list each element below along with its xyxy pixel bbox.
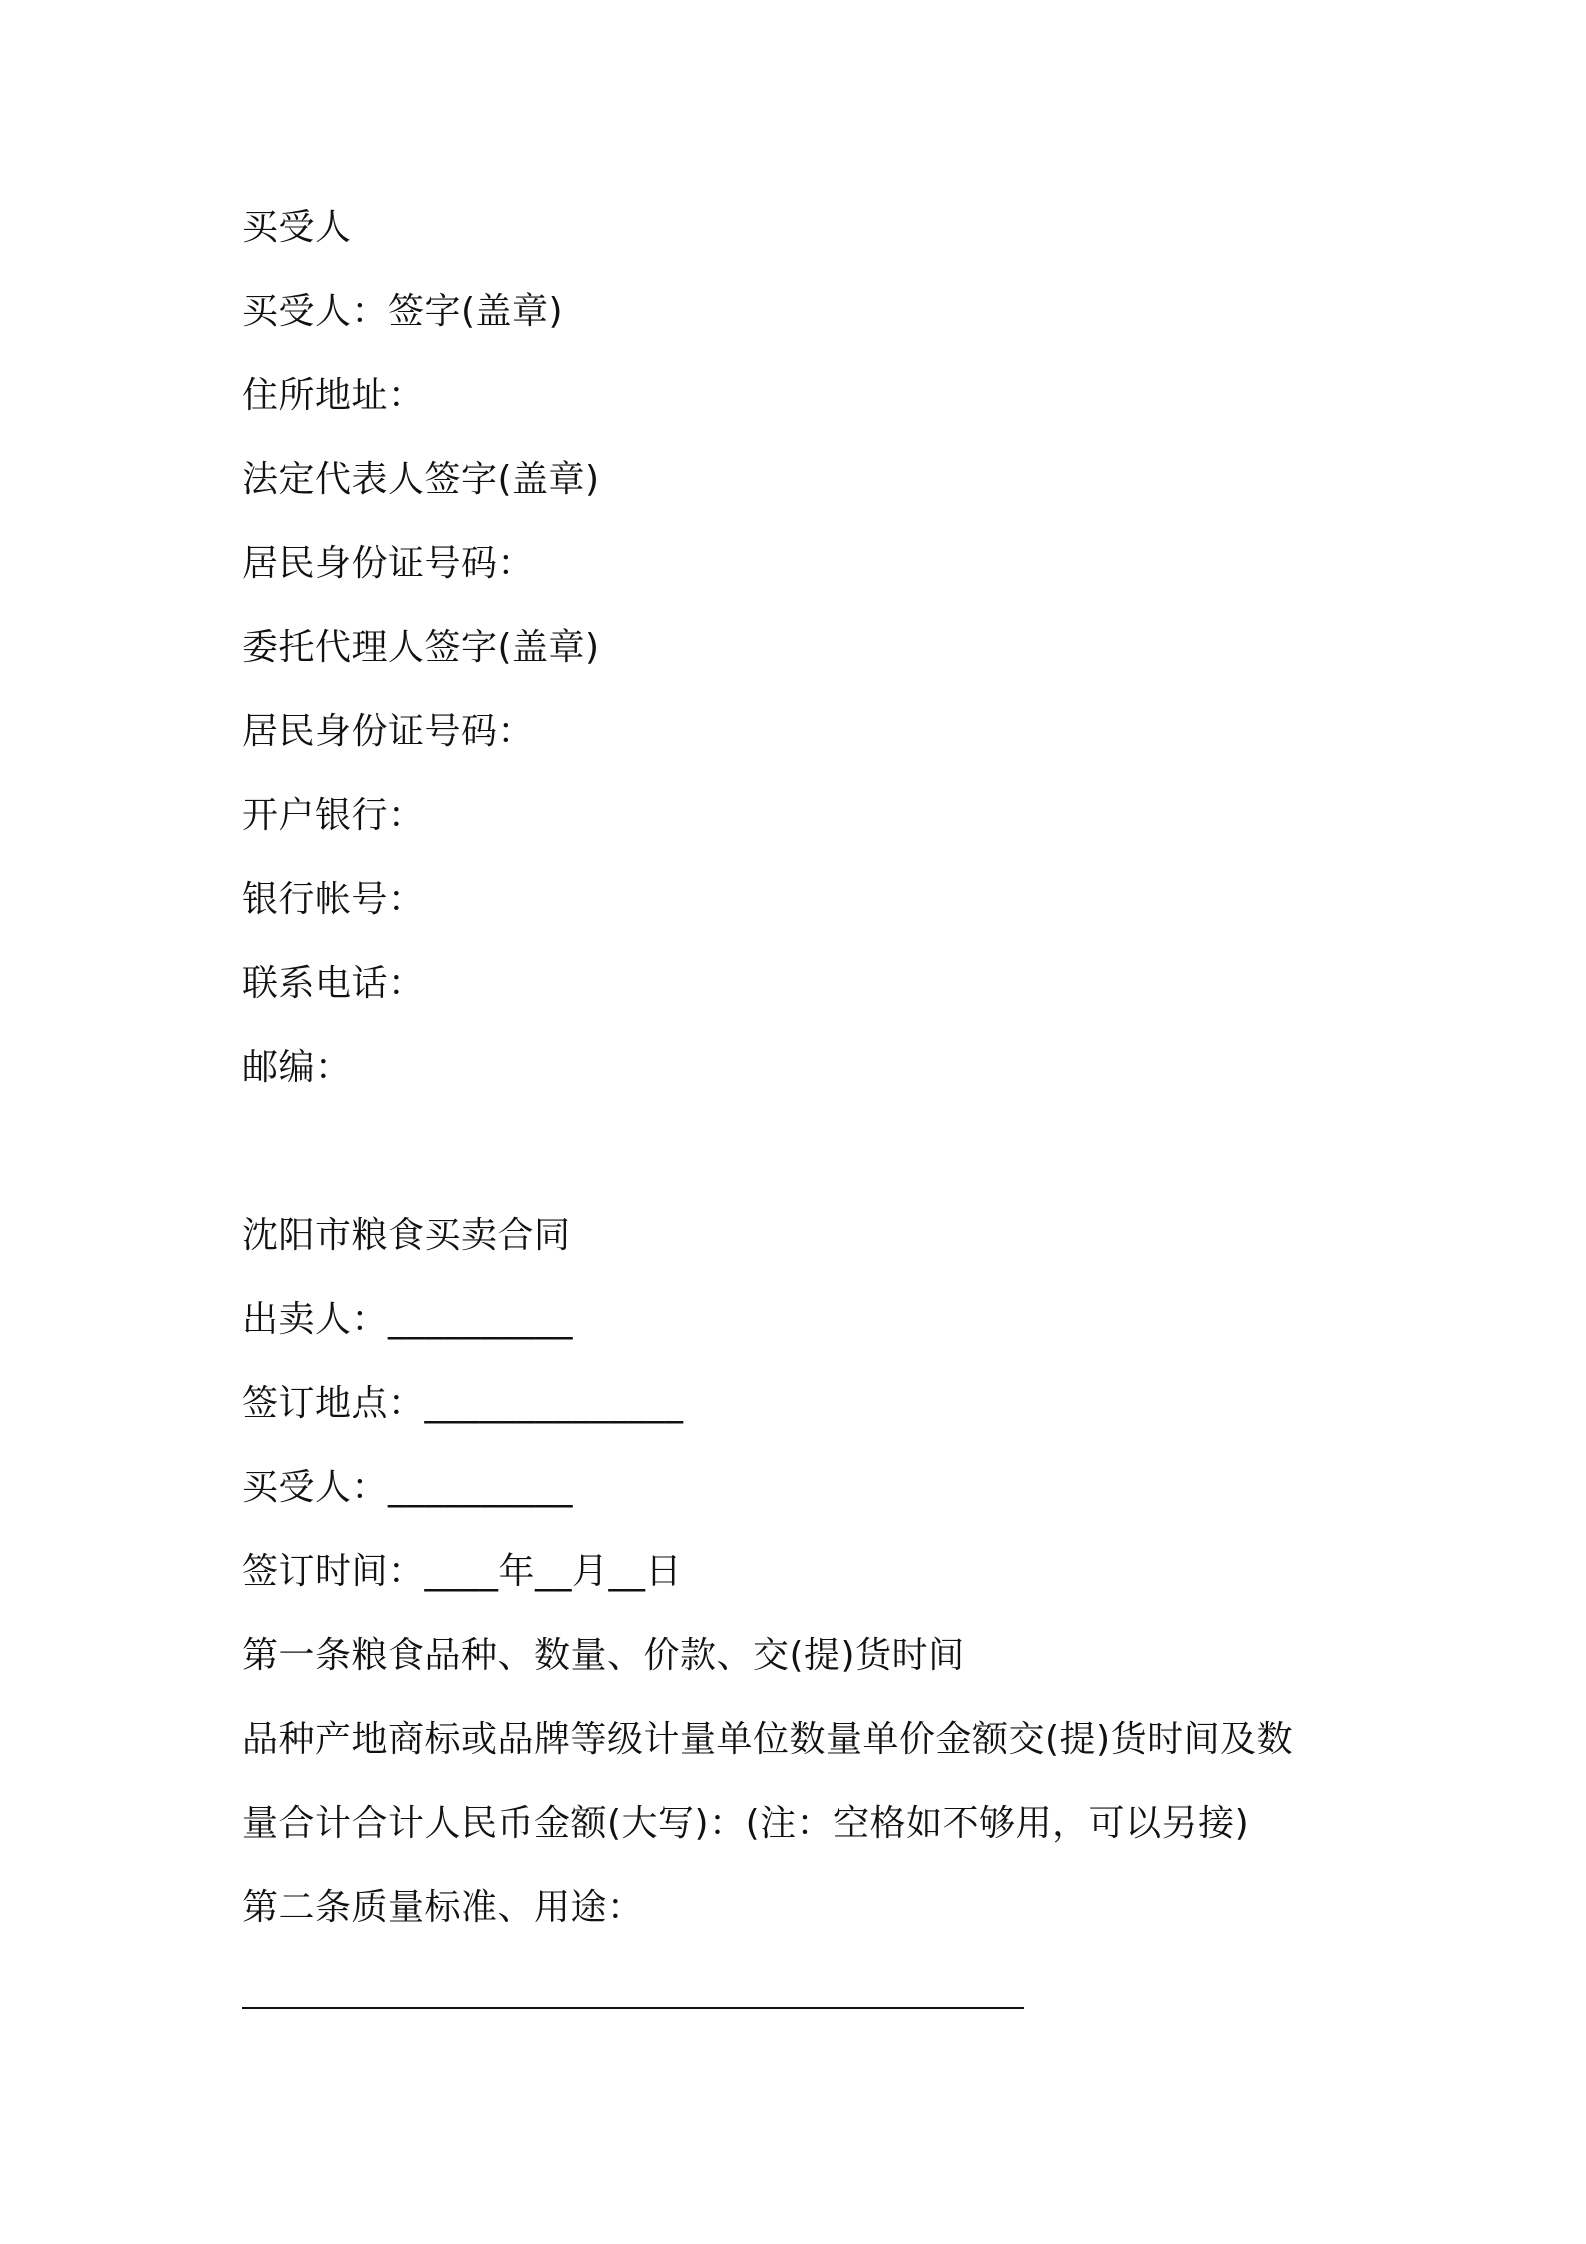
contract-title: 沈阳市粮食买卖合同 bbox=[242, 1215, 571, 1256]
bank-account-line: 银行帐号： bbox=[242, 879, 425, 920]
buyer-line: 买受人：__________ bbox=[242, 1467, 574, 1508]
agent-signature-line: 委托代理人签字(盖章) bbox=[242, 627, 600, 668]
id-number-line: 居民身份证号码： bbox=[242, 543, 535, 584]
article-1-heading: 第一条粮食品种、数量、价款、交(提)货时间 bbox=[242, 1635, 965, 1676]
agent-id-number-line: 居民身份证号码： bbox=[242, 711, 535, 752]
table-header-line: 品种产地商标或品牌等级计量单位数量单价金额交(提)货时间及数 bbox=[242, 1719, 1294, 1760]
buyer-signature-line: 买受人：签字(盖章) bbox=[242, 291, 564, 332]
postcode-line: 邮编： bbox=[242, 1047, 352, 1088]
buyer-heading: 买受人 bbox=[242, 207, 352, 248]
legal-rep-signature-line: 法定代表人签字(盖章) bbox=[242, 459, 600, 500]
bank-line: 开户银行： bbox=[242, 795, 425, 836]
phone-line: 联系电话： bbox=[242, 963, 425, 1004]
seller-line: 出卖人：__________ bbox=[242, 1299, 574, 1340]
address-line: 住所地址： bbox=[242, 375, 425, 416]
sign-place-line: 签订地点：______________ bbox=[242, 1383, 684, 1424]
sign-time-line: 签订时间：____年__月__日 bbox=[242, 1551, 683, 1592]
article-2-heading: 第二条质量标准、用途： bbox=[242, 1887, 644, 1928]
blank-underline bbox=[242, 2007, 1024, 2009]
total-note-line: 量合计合计人民币金额(大写)：(注：空格如不够用，可以另接) bbox=[242, 1803, 1250, 1844]
